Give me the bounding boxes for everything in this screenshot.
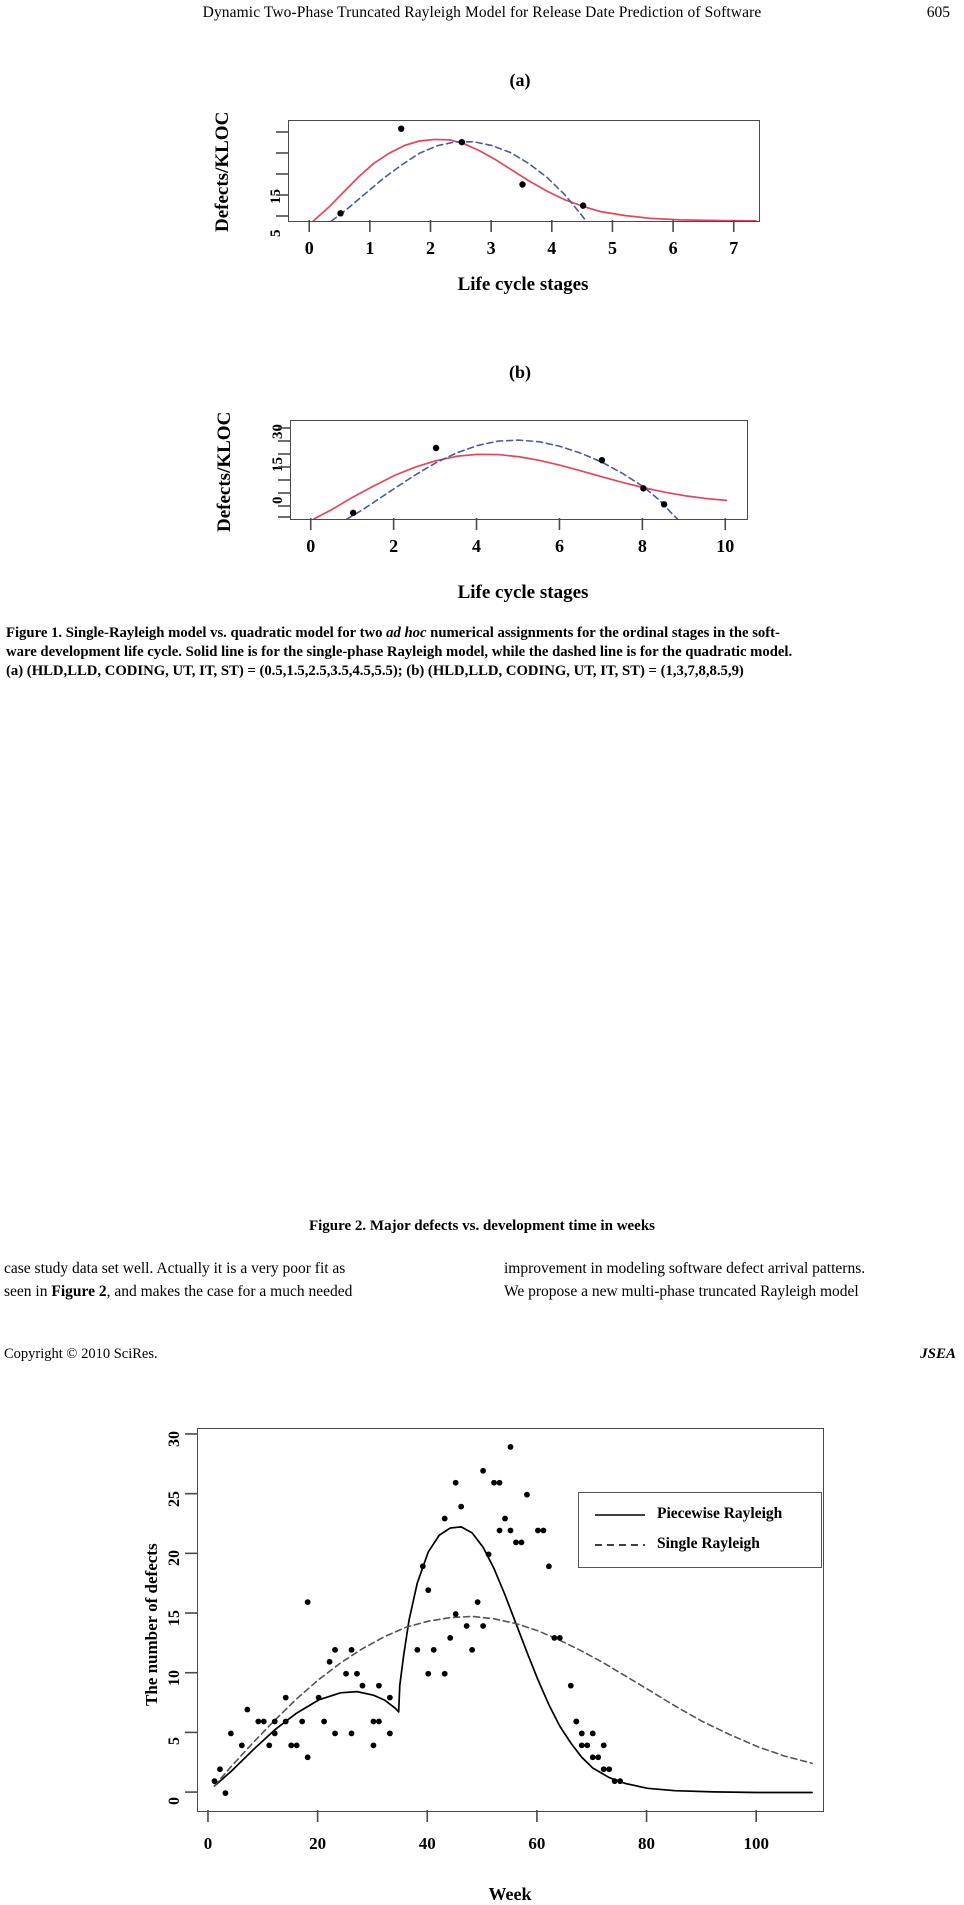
figure-2-xtick-60: 60 bbox=[528, 1834, 546, 1853]
body-column-right bbox=[504, 1258, 962, 1304]
figure-2-ytick-15: 15 bbox=[166, 1610, 183, 1627]
panel-b-xtick-0: 0 bbox=[306, 536, 316, 556]
panel-a-xtick-5: 5 bbox=[607, 238, 617, 258]
figure-2-ytick-5: 5 bbox=[166, 1737, 183, 1746]
panel-b-xtick-marks bbox=[290, 518, 748, 532]
figure-2-legend bbox=[578, 1492, 822, 1568]
panel-a-letter: (a) bbox=[509, 70, 531, 90]
figure-2-ytick-25: 25 bbox=[166, 1490, 183, 1507]
body-column-left bbox=[4, 1258, 459, 1304]
panel-a-xtick-7: 7 bbox=[729, 238, 739, 258]
figure-2-xtick-20: 20 bbox=[309, 1834, 327, 1853]
panel-b-canvas bbox=[291, 421, 747, 519]
figure-2-xtick-40: 40 bbox=[418, 1834, 436, 1853]
panel-a-xtick-0: 0 bbox=[304, 238, 314, 258]
panel-b-ytick-0: 0 bbox=[270, 496, 286, 504]
panel-a-xtick-4: 4 bbox=[547, 238, 557, 258]
legend-label-piecewise: Piecewise Rayleigh bbox=[657, 1505, 783, 1522]
panel-a-ylabel: Defects/KLOC bbox=[212, 111, 233, 232]
figure-2-xtick-100: 100 bbox=[743, 1834, 769, 1853]
figure-2-canvas bbox=[198, 1429, 823, 1811]
panel-a-ytick-5: 5 bbox=[268, 229, 284, 237]
journal-abbreviation: JSEA bbox=[920, 1346, 956, 1362]
figure-2-plot-frame bbox=[197, 1428, 824, 1812]
figure-2-ytick-0: 0 bbox=[166, 1797, 183, 1806]
panel-b-ytick-15: 15 bbox=[270, 457, 286, 472]
figure-2-ytick-marks bbox=[185, 1428, 198, 1812]
panel-b-ylabel: Defects/KLOC bbox=[214, 411, 235, 532]
figure-1-caption bbox=[6, 624, 958, 681]
figure-1 bbox=[0, 52, 964, 617]
figure-2-reference: Figure 2 bbox=[51, 1282, 107, 1300]
panel-b-xtick-10: 10 bbox=[716, 536, 735, 556]
panel-a-xtick-2: 2 bbox=[426, 238, 436, 258]
figure-2-xtick-0: 0 bbox=[203, 1834, 213, 1853]
figure-2-ytick-30: 30 bbox=[166, 1430, 183, 1447]
panel-a-plot-frame bbox=[288, 120, 760, 222]
body-right-line-1: improvement in modeling software defect arrival patterns. bbox=[504, 1260, 866, 1277]
body-left-line-2-pre: seen in bbox=[4, 1282, 52, 1300]
page-footer bbox=[0, 1346, 964, 1376]
copyright-text: Copyright © 2010 SciRes. bbox=[4, 1346, 158, 1362]
figure-2-xtick-80: 80 bbox=[638, 1834, 656, 1853]
ad-hoc-italic: ad hoc bbox=[386, 625, 427, 641]
figure-2-caption: Figure 2. Major defects vs. development time in weeks bbox=[308, 1218, 656, 1234]
panel-a-xtick-6: 6 bbox=[668, 238, 678, 258]
panel-a-xtick-1: 1 bbox=[365, 238, 375, 258]
panel-a-xtick-marks bbox=[288, 220, 760, 234]
figure-1-caption-line-2: ware development life cycle. Solid line is for the single-phase Rayleigh model, while the dashed line is for the quadratic model. bbox=[6, 644, 793, 661]
panel-b-ytick-30: 30 bbox=[270, 424, 286, 439]
panel-b-xlabel: Life cycle stages bbox=[457, 582, 589, 603]
figure-2-ylabel: The number of defects bbox=[142, 1543, 161, 1706]
body-right-line-2: We propose a new multi-phase truncated Rayleigh model bbox=[504, 1282, 859, 1300]
figure-1-caption-line-1: Figure 1. Single-Rayleigh model vs. quadratic model for two ad hoc numerical assignments for the ordinal stages in the soft- bbox=[6, 625, 780, 641]
panel-a-canvas bbox=[289, 121, 759, 221]
figure-2-xtick-marks bbox=[197, 1810, 824, 1824]
panel-a-xtick-3: 3 bbox=[486, 238, 496, 258]
body-left-line-2-post: , and makes the case for a much needed bbox=[106, 1282, 353, 1300]
legend-sample-lines bbox=[579, 1493, 819, 1565]
panel-b-letter: (b) bbox=[509, 362, 531, 382]
panel-a-ytick-15: 15 bbox=[268, 189, 284, 204]
panel-b-xtick-8: 8 bbox=[637, 536, 647, 556]
panel-a-xlabel: Life cycle stages bbox=[457, 274, 589, 295]
figure-1-caption-line-3: (a) (HLD,LLD, CODING, UT, IT, ST) = (0.5,1.5,2.5,3.5,4.5,5.5); (b) (HLD,LLD, CODING, UT, IT, ST) = (1,3,7,8,8.5,9) bbox=[6, 663, 744, 680]
figure-2-ytick-20: 20 bbox=[166, 1550, 183, 1567]
figure-2-xlabel: Week bbox=[488, 1884, 532, 1904]
running-head bbox=[0, 4, 964, 30]
legend-label-single: Single Rayleigh bbox=[657, 1535, 760, 1552]
panel-b-ytick-marks bbox=[278, 420, 292, 520]
panel-b-xtick-6: 6 bbox=[554, 536, 564, 556]
body-left-line-2 bbox=[4, 1281, 459, 1304]
figure-2-ytick-10: 10 bbox=[166, 1669, 183, 1686]
body-left-line-1: case study data set well. Actually it is a very poor fit as bbox=[4, 1260, 346, 1277]
page-number: 605 bbox=[926, 4, 950, 21]
panel-b-plot-frame bbox=[290, 420, 748, 520]
panel-b-xtick-4: 4 bbox=[472, 536, 482, 556]
running-head-title: Dynamic Two-Phase Truncated Rayleigh Model for Release Date Prediction of Software bbox=[202, 4, 762, 21]
panel-a-ytick-marks bbox=[276, 120, 290, 222]
panel-b-xtick-2: 2 bbox=[389, 536, 399, 556]
